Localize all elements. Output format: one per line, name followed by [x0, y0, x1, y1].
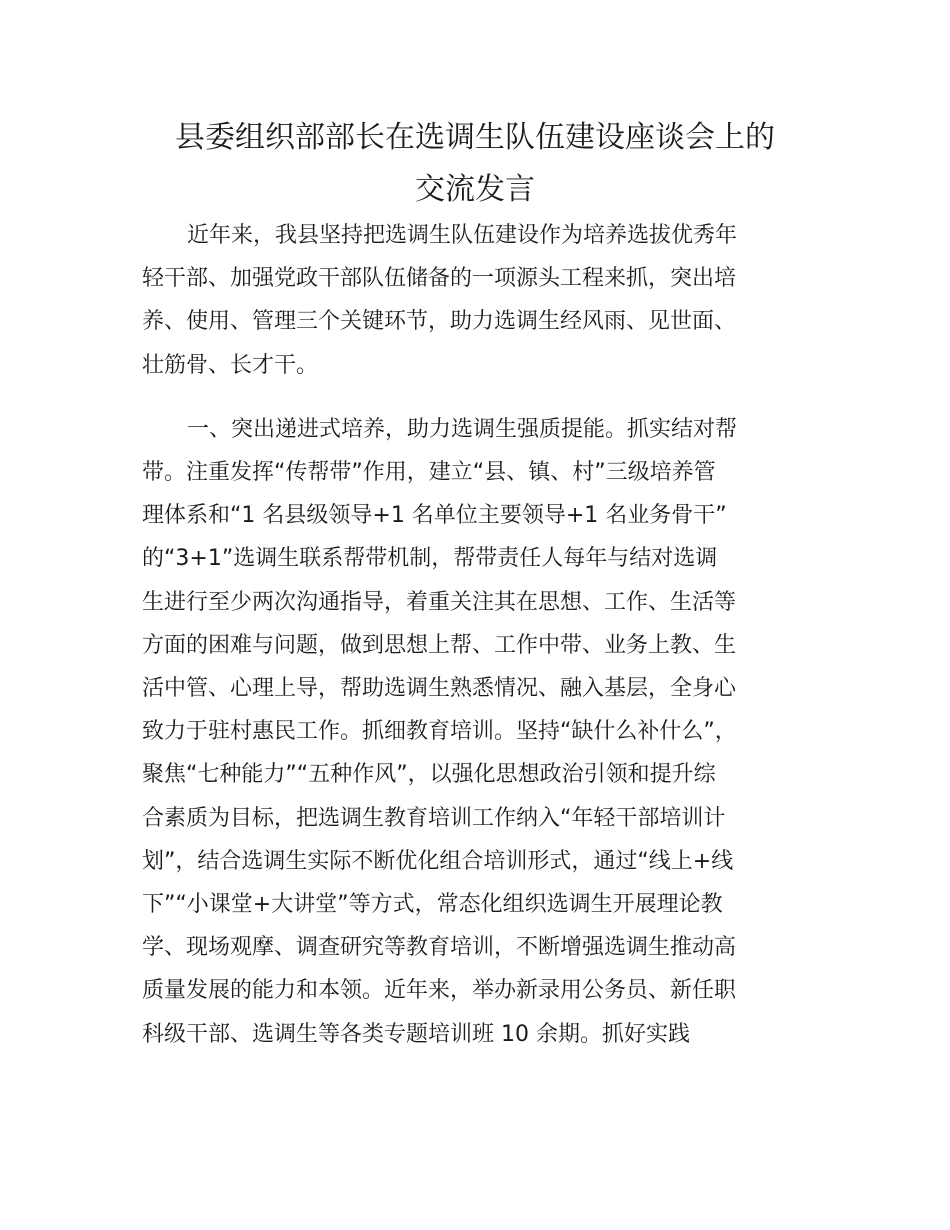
title-line: 县委组织部部长在选调生队伍建设座谈会上的 — [175, 120, 775, 155]
paragraph-line: 科级干部、选调生等各类专题培训班 10 余期。抓好实践 — [142, 1021, 690, 1047]
paragraph-line: 养、使用、管理三个关键环节，助力选调生经风雨、见世面、 — [142, 309, 737, 335]
paragraph-line: 近年来，我县坚持把选调生队伍建设作为培养选拔优秀年 — [187, 223, 738, 248]
paragraph-line: 划”，结合选调生实际不断优化组合培训形式，通过“线上+线 — [142, 848, 734, 874]
paragraph-line: 带。注重发挥“传帮带”作用，建立“县、镇、村”三级培养管 — [142, 460, 716, 486]
paragraph-line: 学、现场观摩、调查研究等教育培训，不断增强选调生推动高 — [142, 935, 737, 961]
paragraph-line: 下”“小课堂+大讲堂”等方式，常态化组织选调生开展理论教 — [142, 892, 723, 918]
paragraph-intro — [142, 214, 832, 387]
document-body — [142, 214, 832, 1056]
paragraph-line: 方面的困难与问题，做到思想上帮、工作中带、业务上教、生 — [142, 632, 737, 658]
paragraph-line: 活中管、心理上导，帮助选调生熟悉情况、融入基层，全身心 — [142, 676, 737, 702]
paragraph-line: 生进行至少两次沟通指导，着重关注其在思想、工作、生活等 — [142, 589, 737, 615]
paragraph-line: 理体系和“1 名县级领导+1 名单位主要领导+1 名业务骨干” — [142, 503, 727, 529]
paragraph-section-one — [142, 408, 832, 1056]
paragraph-line: 轻干部、加强党政干部队伍储备的一项源头工程来抓，突出培 — [142, 266, 737, 292]
paragraph-line: 致力于驻村惠民工作。抓细教育培训。坚持“缺什么补什么”， — [142, 719, 737, 745]
paragraph-line: 聚焦“七种能力”“五种作风”，以强化思想政治引领和提升综 — [142, 762, 716, 788]
paragraph-line: 一、突出递进式培养，助力选调生强质提能。抓实结对帮 — [187, 416, 738, 442]
title-line: 交流发言 — [415, 172, 535, 207]
paragraph-line: 质量发展的能力和本领。近年来，举办新录用公务员、新任职 — [142, 978, 737, 1004]
paragraph-line: 壮筋骨、长才干。 — [142, 352, 319, 378]
paragraph-line: 的“3+1”选调生联系帮带机制，帮带责任人每年与结对选调 — [142, 546, 718, 572]
page-title — [120, 112, 830, 216]
paragraph-line: 合素质为目标，把选调生教育培训工作纳入“年轻干部培训计 — [142, 805, 726, 831]
